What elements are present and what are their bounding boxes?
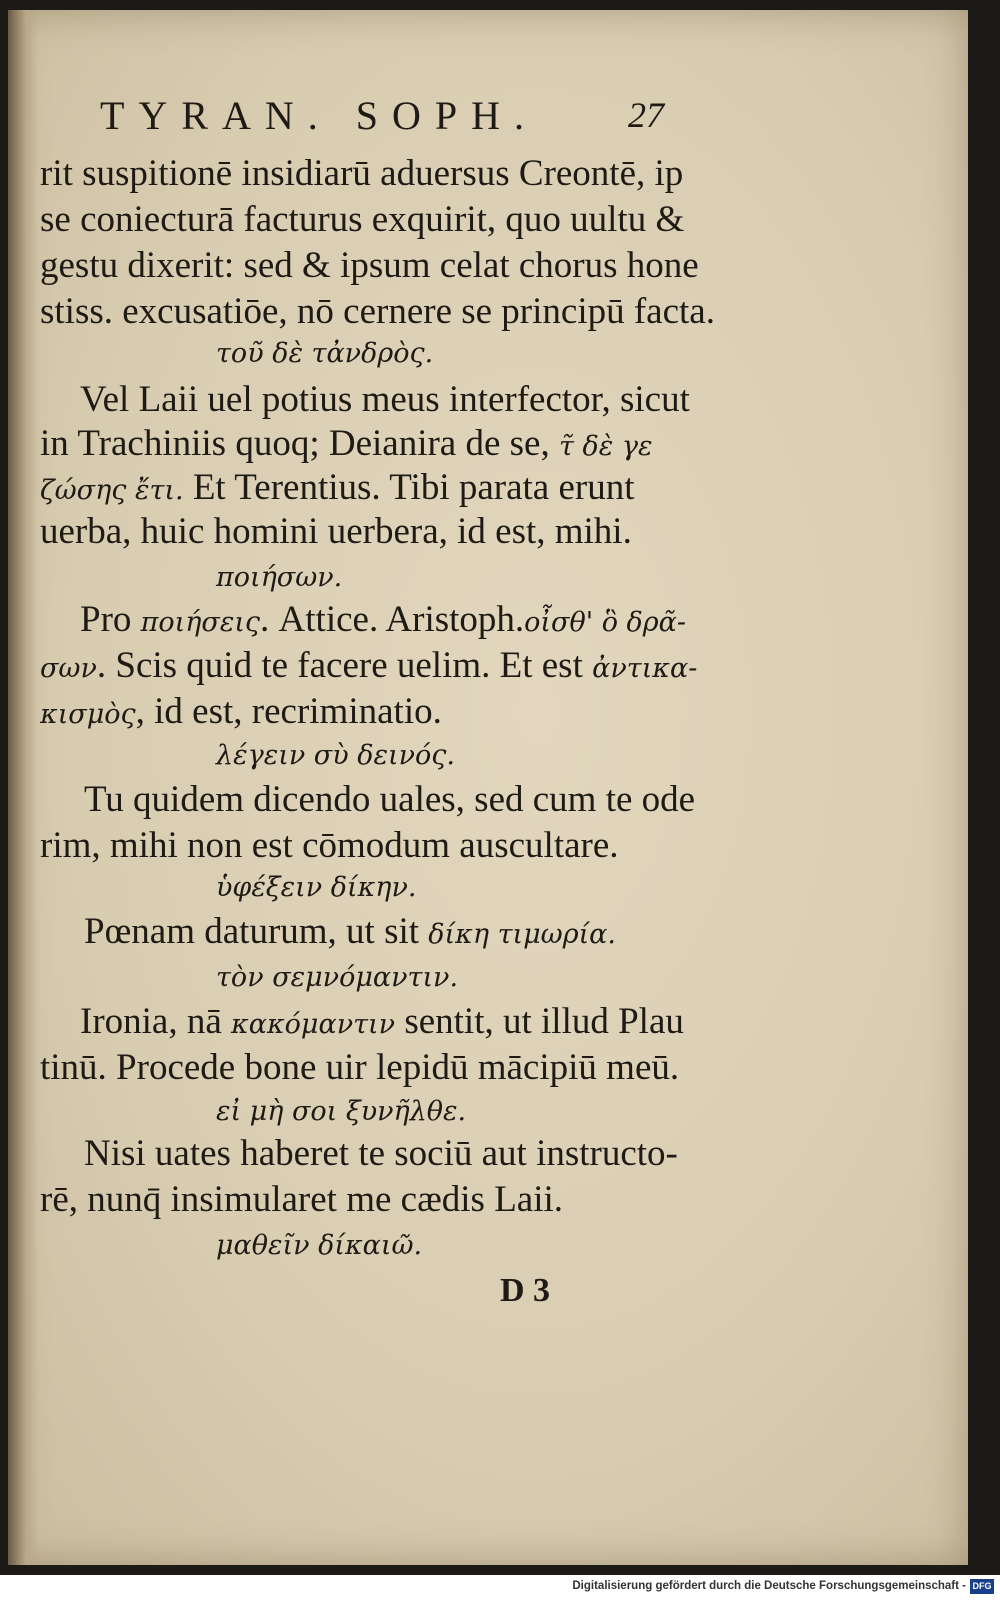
text-segment: , id est, recriminatio. <box>135 691 442 732</box>
text-line: tinū. Procede bone uir lepidū mācipiū meū. <box>40 1047 680 1088</box>
greek-lemma: τοῦ δὲ τἀνδρὸς. <box>216 338 434 369</box>
text-segment: sentit, ut illud Plau <box>395 1001 684 1042</box>
greek-inline: κακόμαντιν <box>231 1009 396 1040</box>
text-segment: . Attice. Aristoph. <box>260 599 525 640</box>
greek-inline: ζώσης ἔτι. <box>40 475 184 506</box>
text-line <box>40 466 635 509</box>
greek-lemma: τὸν σεμνόμαντιν. <box>216 962 459 993</box>
text-line: rē, nunq̄ insimularet me cædis Laii. <box>40 1179 564 1220</box>
dfg-logo: DFG <box>970 1579 994 1594</box>
greek-inline: ἀντικα- <box>592 653 698 684</box>
greek-inline: ποιήσεις <box>140 607 261 638</box>
text-segment: Pro <box>80 599 141 640</box>
greek-lemma: ποιήσων. <box>216 562 343 593</box>
text-line: rit suspitionē insidiarū aduersus Creontē, ip <box>40 153 684 194</box>
text-line <box>80 598 686 641</box>
text-line: uerba, huic homini uerbera, id est, mihi. <box>40 511 632 552</box>
text-line <box>84 910 616 953</box>
text-line: gestu dixerit: sed & ipsum celat chorus hone <box>40 245 699 286</box>
text-line <box>80 1000 684 1043</box>
footer-credit: Digitalisierung gefördert durch die Deutsche Forschungsgemeinschaft - <box>572 1580 966 1592</box>
text-line: se coniecturā facturus exquirit, quo uultu & <box>40 199 685 240</box>
greek-inline: οἶσθ' ὃ δρᾶ- <box>524 607 687 638</box>
text-segment: . Scis quid te facere uelim. Et est <box>96 645 593 686</box>
greek-inline: δίκη τιμωρία. <box>428 919 616 950</box>
text-line: Vel Laii uel potius meus interfector, sicut <box>80 379 690 420</box>
text-line <box>40 690 442 733</box>
text-line: rim, mihi non est cōmodum auscultare. <box>40 825 619 866</box>
text-segment: Et Terentius. Tibi parata erunt <box>183 467 635 508</box>
greek-lemma: ὑφέξειν δίκην. <box>216 872 417 903</box>
greek-inline: σων <box>40 653 97 684</box>
greek-lemma: εἰ μὴ σοι ξυνῆλθε. <box>216 1096 467 1127</box>
page-number: 27 <box>628 95 664 135</box>
text-segment: Pœnam daturum, ut sit <box>84 911 429 952</box>
text-line: Tu quidem dicendo uales, sed cum te ode <box>84 779 696 820</box>
text-line <box>40 422 652 465</box>
page-gutter <box>8 10 38 1565</box>
text-segment: Ironia, nā <box>80 1001 232 1042</box>
running-head: TYRAN. SOPH. <box>100 93 539 138</box>
text-line: Nisi uates haberet te sociū aut instructo- <box>84 1133 678 1174</box>
text-line: stiss. excusatiōe, nō cernere se principū facta. <box>40 291 715 332</box>
signature-mark: D 3 <box>500 1272 551 1309</box>
greek-lemma: λέγειν σὺ δεινός. <box>216 740 455 771</box>
text-segment: in Trachiniis quoq; Deianira de se, <box>40 423 559 464</box>
greek-inline: κισμὸς <box>40 699 136 730</box>
text-line <box>40 644 697 687</box>
greek-lemma: μαθεῖν δίκαιῶ. <box>216 1230 423 1261</box>
greek-inline: τ̃ δὲ γε <box>558 431 653 462</box>
